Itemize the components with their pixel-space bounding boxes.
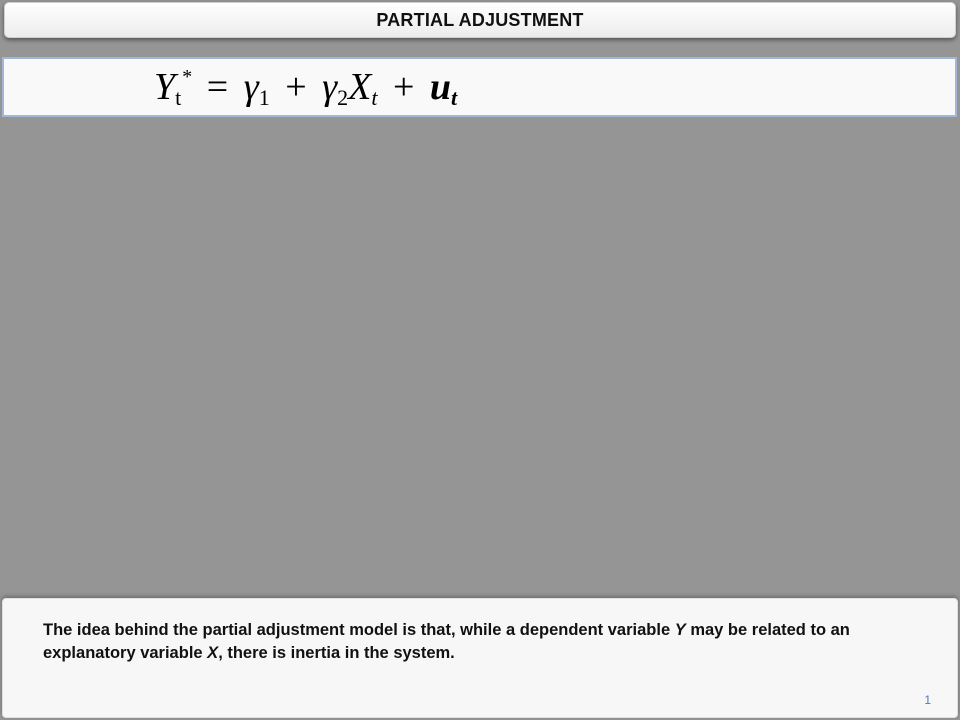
equation-u-variable: u	[429, 66, 452, 108]
caption-part-3: , there is inertia in the system.	[218, 644, 455, 662]
slide-number: 1	[924, 693, 931, 707]
equation-lhs-superscript: *	[181, 66, 192, 88]
equation-gamma1-subscript: 1	[258, 85, 270, 110]
slide-title: PARTIAL ADJUSTMENT	[376, 9, 584, 30]
equation-plus-sign-2: +	[392, 66, 415, 108]
equation-lhs-variable: Y	[154, 66, 176, 108]
caption-part-1: The idea behind the partial adjustment model is that, while a dependent variable	[43, 621, 675, 639]
title-bar	[4, 2, 956, 38]
equation-box	[2, 57, 957, 117]
caption-panel	[2, 598, 958, 718]
equation	[154, 65, 457, 109]
caption-x-variable: X	[207, 644, 219, 662]
equation-x-subscript: t	[371, 85, 378, 110]
equation-gamma2: γ	[322, 66, 338, 108]
equation-gamma1: γ	[243, 66, 259, 108]
equation-u-subscript: t	[451, 85, 458, 110]
caption-part-2: may be related to an explanatory variable	[43, 621, 850, 662]
equation-lhs-subscript: t	[175, 85, 182, 110]
caption-y-variable: Y	[674, 621, 686, 639]
equation-plus-sign-1: +	[285, 66, 307, 108]
caption-text	[43, 619, 923, 665]
equation-x-variable: X	[348, 66, 372, 108]
equation-gamma2-subscript: 2	[337, 85, 349, 110]
equation-equals-sign: =	[206, 66, 229, 108]
